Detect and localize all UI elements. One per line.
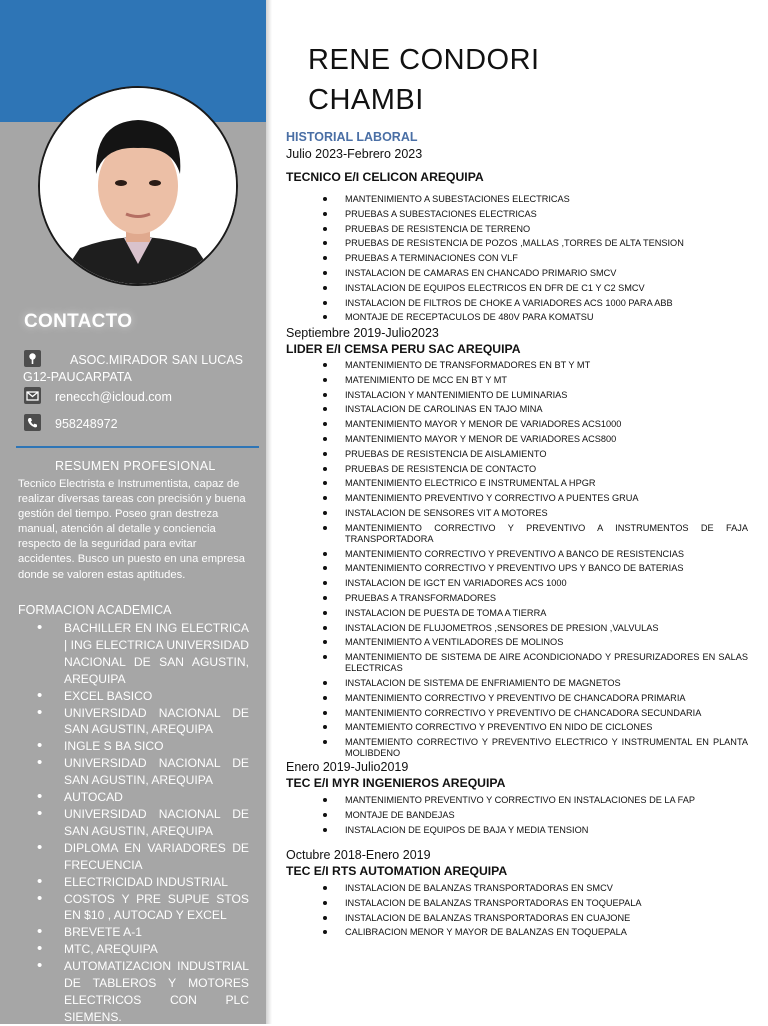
education-item: • MTC, AREQUIPA <box>36 941 249 958</box>
task-item: INSTALACION DE FILTROS DE CHOKE A VARIADORES ACS 1000 PARA ABB <box>286 298 748 309</box>
task-item: MANTENIMIENTO CORRECTIVO Y PREVENTIVO DE CHANCADORA SECUNDARIA <box>286 708 748 719</box>
phone-icon <box>24 414 41 431</box>
job-period: Octubre 2018-Enero 2019 <box>286 848 431 862</box>
education-item: • COSTOS Y PRE SUPUE STOS EN $10 , AUTOCAD Y EXCEL <box>36 891 249 925</box>
task-item: INSTALACION DE CAROLINAS EN TAJO MINA <box>286 404 748 415</box>
job-period: Julio 2023-Febrero 2023 <box>286 147 423 161</box>
education-item: • INGLE S BA SICO <box>36 738 249 755</box>
task-item: INSTALACION DE EQUIPOS ELECTRICOS EN DFR DE C1 Y C2 SMCV <box>286 283 748 294</box>
task-item: MANTENIMIENTO A VENTILADORES DE MOLINOS <box>286 637 748 648</box>
job-entry-rts <box>286 847 748 942</box>
education-list <box>36 620 249 1026</box>
job-period: Enero 2019-Julio2019 <box>286 760 409 774</box>
task-item: PRUEBAS A TRANSFORMADORES <box>286 593 748 604</box>
candidate-name <box>308 40 540 120</box>
task-item: MANTENIMIENTO A SUBESTACIONES ELECTRICAS <box>286 194 748 205</box>
task-item: MANTENIMIENTO CORRECTIVO Y PREVENTIVO A BANCO DE RESISTENCIAS <box>286 549 748 560</box>
task-item: INSTALACION DE IGCT EN VARIADORES ACS 1000 <box>286 578 748 589</box>
task-list <box>286 795 748 836</box>
task-item: MANTEMIENTO CORRECTIVO Y PREVENTIVO EN NIDO DE CICLONES <box>286 722 748 733</box>
task-item: PRUEBAS A TERMINACIONES CON VLF <box>286 253 748 264</box>
task-item: PRUEBAS DE RESISTENCIA DE CONTACTO <box>286 464 748 475</box>
task-item: INSTALACION DE BALANZAS TRANSPORTADORAS EN CUAJONE <box>286 913 748 924</box>
task-item: CALIBRACION MENOR Y MAYOR DE BALANZAS EN TOQUEPALA <box>286 927 748 938</box>
education-item: • UNIVERSIDAD NACIONAL DE SAN AGUSTIN, AREQUIPA <box>36 755 249 789</box>
task-item: MANTENIMIENTO ELECTRICO E INSTRUMENTAL A HPGR <box>286 478 748 489</box>
task-item: PRUEBAS A SUBESTACIONES ELECTRICAS <box>286 209 748 220</box>
location-pin-icon <box>24 350 41 367</box>
education-title: FORMACION ACADEMICA <box>18 603 172 617</box>
job-role: TEC E/I MYR INGENIEROS AREQUIPA <box>286 776 506 790</box>
education-item: • AUTOMATIZACION INDUSTRIAL DE TABLEROS Y MOTORES ELECTRICOS CON PLC SIEMENS. <box>36 958 249 1026</box>
task-list <box>286 194 748 323</box>
summary-title: RESUMEN PROFESIONAL <box>55 459 216 473</box>
task-item: MANTENIMIENTO PREVENTIVO Y CORRECTIVO A PUENTES GRUA <box>286 493 748 504</box>
sidebar-shadow <box>266 0 272 1024</box>
task-item: INSTALACION DE CAMARAS EN CHANCADO PRIMARIO SMCV <box>286 268 748 279</box>
summary-text: Tecnico Electrista e Instrumentista, capaz de realizar diversas tareas con precisión y buena gestión del tiempo. Poseo gran destreza manual, atención al detalle y conciencia respecto de la seguridad para evitar accidentes. Busco un puesto en una empresa donde se valoren estas aptitudes. <box>18 478 246 581</box>
task-item: MONTAJE DE RECEPTACULOS DE 480V PARA KOMATSU <box>286 312 748 323</box>
job-period: Septiembre 2019-Julio2023 <box>286 326 439 340</box>
education-item: • UNIVERSIDAD NACIONAL DE SAN AGUSTIN, AREQUIPA <box>36 705 249 739</box>
task-item: MANTENIMIENTO CORRECTIVO Y PREVENTIVO DE CHANCADORA PRIMARIA <box>286 693 748 704</box>
task-item: MANTENIMIENTO MAYOR Y MENOR DE VARIADORES ACS800 <box>286 434 748 445</box>
contact-title: CONTACTO <box>24 311 133 332</box>
task-item: MANTENIMIENTO PREVENTIVO Y CORRECTIVO EN INSTALACIONES DE LA FAP <box>286 795 748 806</box>
task-item: INSTALACION DE PUESTA DE TOMA A TIERRA <box>286 608 748 619</box>
task-item: MANTENIMIENTO DE TRANSFORMADORES EN BT Y MT <box>286 360 748 371</box>
task-list <box>286 883 748 938</box>
task-item: INSTALACION DE BALANZAS TRANSPORTADORAS EN TOQUEPALA <box>286 898 748 909</box>
job-role: TECNICO E/I CELICON AREQUIPA <box>286 170 484 184</box>
address-line-2: G12-PAUCARPATA <box>23 370 132 384</box>
email-link[interactable]: renecch@icloud.com <box>55 390 172 404</box>
candidate-name-line-2: CHAMBI <box>308 84 424 116</box>
task-list <box>286 360 748 759</box>
task-item: MANTENIMIENTO MAYOR Y MENOR DE VARIADORES ACS1000 <box>286 419 748 430</box>
task-item: MONTAJE DE BANDEJAS <box>286 810 748 821</box>
job-entry-cemsa <box>286 325 748 763</box>
candidate-name-line-1: RENE CONDORI <box>308 44 540 76</box>
education-item: • AUTOCAD <box>36 789 249 806</box>
task-item: INSTALACION DE BALANZAS TRANSPORTADORAS EN SMCV <box>286 883 748 894</box>
task-item: INSTALACION DE EQUIPOS DE BAJA Y MEDIA TENSION <box>286 825 748 836</box>
task-item: INSTALACION DE SISTEMA DE ENFRIAMIENTO DE MAGNETOS <box>286 678 748 689</box>
sidebar-divider <box>16 446 259 448</box>
address-line-1: ASOC.MIRADOR SAN LUCAS <box>70 353 243 367</box>
task-item: PRUEBAS DE RESISTENCIA DE TERRENO <box>286 224 748 235</box>
task-item: INSTALACION DE FLUJOMETROS ,SENSORES DE PRESION ,VALVULAS <box>286 623 748 634</box>
task-item: MATENIMIENTO DE MCC EN BT Y MT <box>286 375 748 386</box>
education-item: • BREVETE A-1 <box>36 924 249 941</box>
envelope-icon <box>24 387 41 404</box>
task-item: PRUEBAS DE RESISTENCIA DE AISLAMIENTO <box>286 449 748 460</box>
task-item: MANTENIMIENTO CORRECTIVO Y PREVENTIVO A INSTRUMENTOS DE FAJA TRANSPORTADORA <box>286 523 748 545</box>
education-item: • UNIVERSIDAD NACIONAL DE SAN AGUSTIN, AREQUIPA <box>36 806 249 840</box>
job-entry-celicon <box>286 146 748 327</box>
education-item: • BACHILLER EN ING ELECTRICA | ING ELECTRICA UNIVERSIDAD NACIONAL DE SAN AGUSTIN, AREQUIPA <box>36 620 249 688</box>
task-item: MANTENIMIENTO DE SISTEMA DE AIRE ACONDICIONADO Y PRESURIZADORES EN SALAS ELECTRICAS <box>286 652 748 674</box>
education-item: • EXCEL BASICO <box>36 688 249 705</box>
task-item: INSTALACION Y MANTENIMIENTO DE LUMINARIAS <box>286 390 748 401</box>
profile-photo <box>38 86 238 286</box>
task-item: MANTEMIENTO CORRECTIVO Y PREVENTIVO ELECTRICO Y INSTRUMENTAL EN PLANTA MOLIBDENO <box>286 737 748 759</box>
job-role: TEC E/I RTS AUTOMATION AREQUIPA <box>286 864 508 878</box>
portrait-illustration <box>40 88 236 284</box>
job-role: LIDER E/I CEMSA PERU SAC AREQUIPA <box>286 342 521 356</box>
education-item: • ELECTRICIDAD INDUSTRIAL <box>36 874 249 891</box>
task-item: INSTALACION DE SENSORES VIT A MOTORES <box>286 508 748 519</box>
phone-number: 958248972 <box>55 417 118 431</box>
work-history-title: HISTORIAL LABORAL <box>286 130 418 144</box>
task-item: PRUEBAS DE RESISTENCIA DE POZOS ,MALLAS ,TORRES DE ALTA TENSION <box>286 238 748 249</box>
task-item: MANTENIMIENTO CORRECTIVO Y PREVENTIVO UPS Y BANCO DE BATERIAS <box>286 563 748 574</box>
job-entry-myr <box>286 759 748 839</box>
education-item: • DIPLOMA EN VARIADORES DE FRECUENCIA <box>36 840 249 874</box>
